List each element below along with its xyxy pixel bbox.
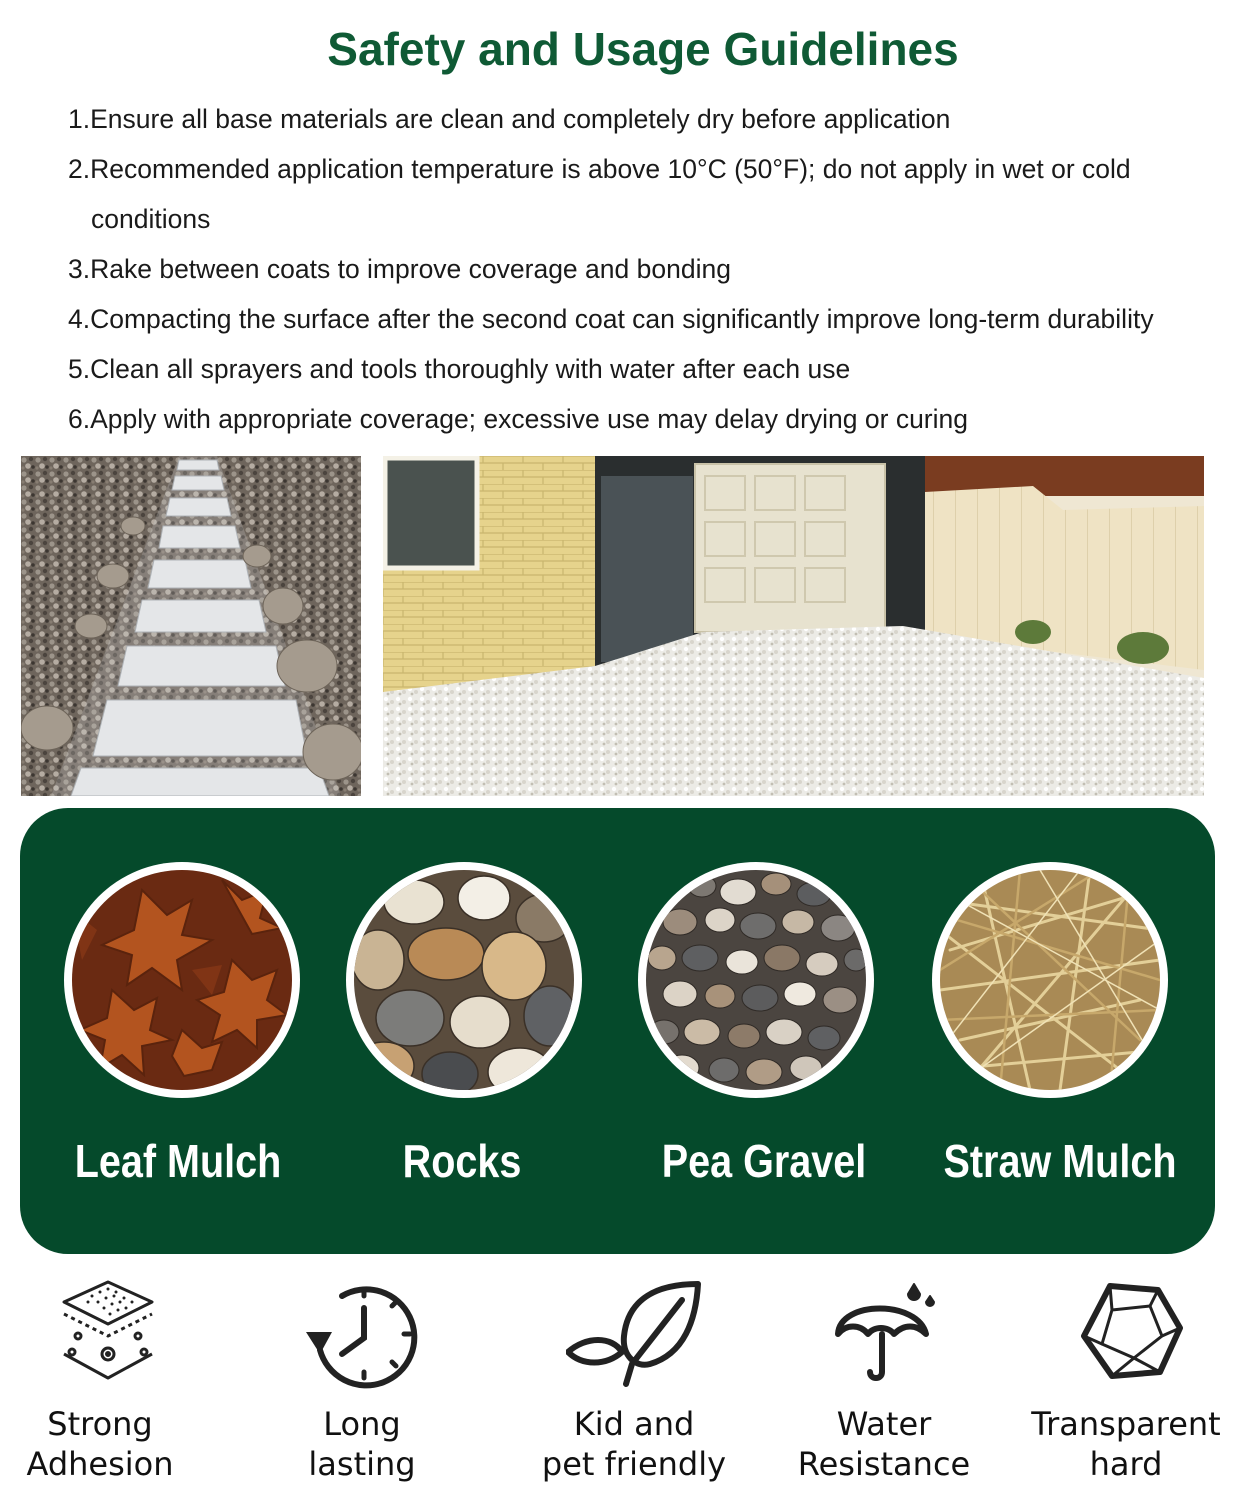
feature-label-line: Transparent — [1031, 1405, 1221, 1443]
feature-label-transparent-hard — [1006, 1404, 1246, 1484]
guideline-item: 2.Recommended application temperature is above 10°C (50°F); do not apply in wet or cold conditions — [68, 154, 1131, 234]
page-title: Safety and Usage Guidelines — [327, 23, 959, 75]
pea-gravel-image — [646, 870, 866, 1090]
guidelines-list — [68, 94, 1228, 444]
feature-label-line: Long — [323, 1405, 401, 1443]
guideline-item: 5.Clean all sprayers and tools thoroughly with water after each use — [68, 354, 851, 384]
feature-label-line: Adhesion — [26, 1445, 174, 1483]
feature-label-line: Kid and — [573, 1405, 695, 1443]
feature-label-kid-pet-friendly — [514, 1404, 754, 1484]
adhesion-icon — [48, 1280, 168, 1390]
feature-label-line: hard — [1089, 1445, 1163, 1483]
feature-label-water-resistance — [764, 1404, 1004, 1484]
leaf-mulch-circle — [64, 862, 300, 1098]
polyhedron-icon — [1076, 1280, 1196, 1390]
straw-mulch-circle — [932, 862, 1168, 1098]
feature-label-strong-adhesion — [0, 1404, 220, 1484]
stone-path-photo — [21, 456, 361, 796]
guideline-item: 1.Ensure all base materials are clean and completely dry before application — [68, 104, 951, 134]
leaf-icon — [566, 1280, 686, 1390]
rocks-circle — [346, 862, 582, 1098]
driveway-photo — [383, 456, 1204, 796]
guideline-item: 4.Compacting the surface after the second coat can significantly improve long-term durability — [68, 304, 1154, 334]
feature-label-line: pet friendly — [541, 1445, 727, 1483]
guideline-item: 6.Apply with appropriate coverage; excessive use may delay drying or curing — [68, 404, 968, 434]
leaf-mulch-image — [72, 870, 292, 1090]
feature-label-line: Resistance — [797, 1445, 971, 1483]
umbrella-icon — [830, 1280, 950, 1390]
pea-gravel-circle — [638, 862, 874, 1098]
guideline-item: 3.Rake between coats to improve coverage and bonding — [68, 254, 731, 284]
material-label-rocks: Rocks — [402, 1135, 522, 1187]
material-label-leaf-mulch: Leaf Mulch — [74, 1135, 282, 1187]
clock-icon — [302, 1280, 422, 1390]
rocks-image — [354, 870, 574, 1090]
material-label-pea-gravel: Pea Gravel — [661, 1135, 867, 1187]
feature-label-line: Strong — [47, 1405, 153, 1443]
feature-label-line: Water — [836, 1405, 932, 1443]
straw-mulch-image — [940, 870, 1160, 1090]
material-label-straw-mulch: Straw Mulch — [943, 1135, 1177, 1187]
feature-label-line: lasting — [308, 1445, 416, 1483]
feature-label-long-lasting — [242, 1404, 482, 1484]
